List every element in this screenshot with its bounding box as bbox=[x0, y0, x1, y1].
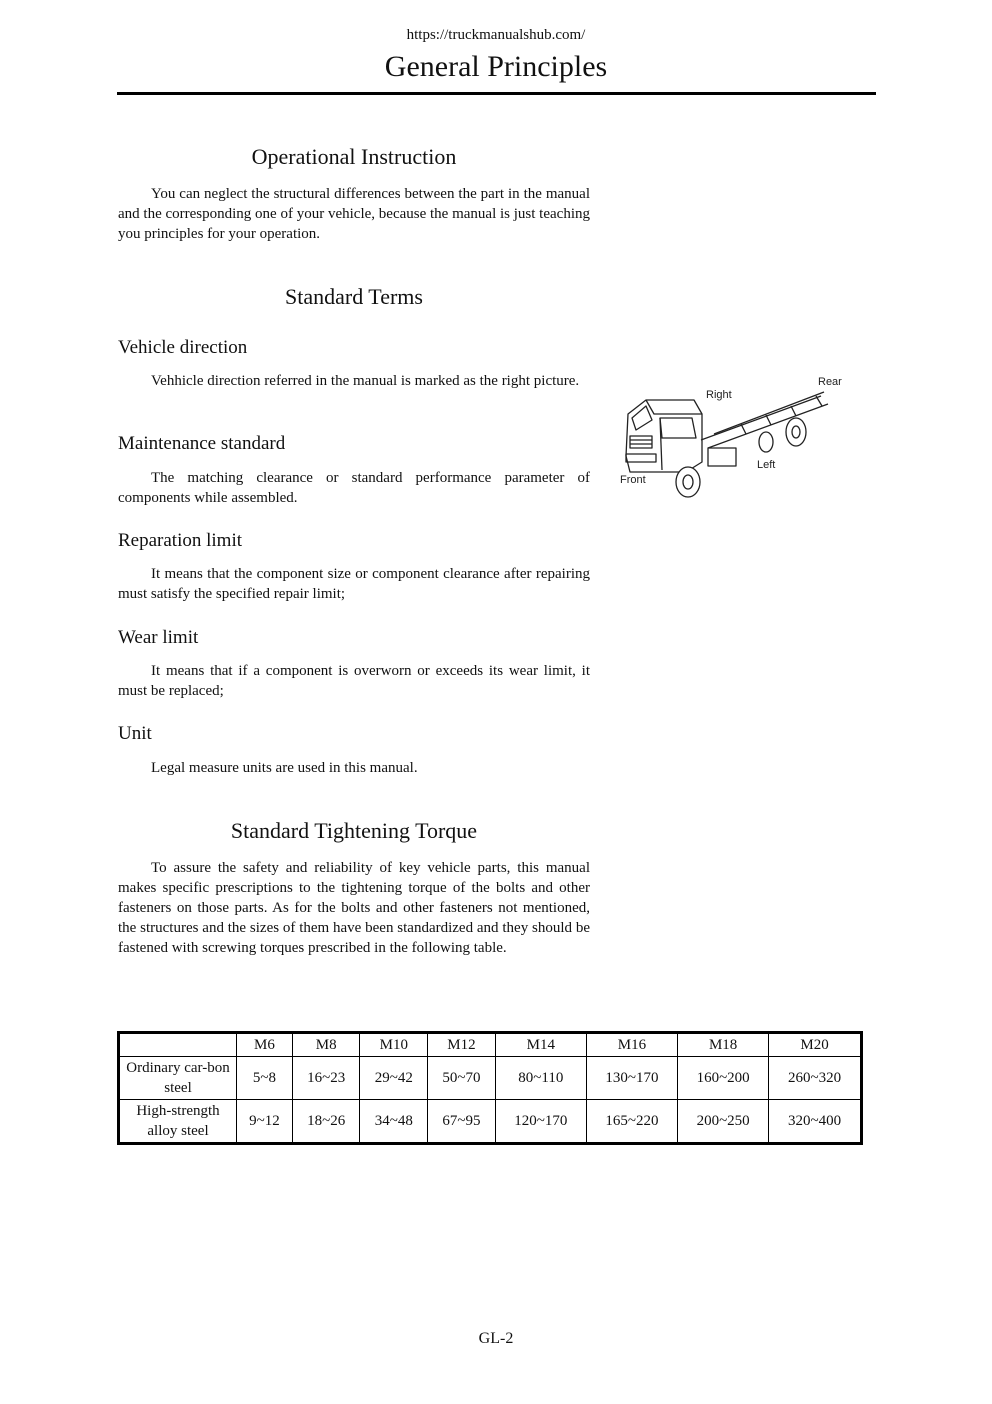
label-right: Right bbox=[706, 389, 732, 401]
term-title-wear-limit: Wear limit bbox=[118, 627, 199, 648]
column-header: M6 bbox=[237, 1033, 293, 1057]
table-cell: 160~200 bbox=[678, 1057, 769, 1100]
rear-wheel-far bbox=[759, 432, 773, 452]
table-cell: 16~23 bbox=[292, 1057, 360, 1100]
table-cell: 67~95 bbox=[428, 1100, 496, 1144]
torque-heading: Standard Tightening Torque bbox=[230, 818, 478, 843]
table-cell: 130~170 bbox=[586, 1057, 677, 1100]
page-number: GL-2 bbox=[478, 1330, 514, 1347]
table-header-row bbox=[119, 1033, 862, 1057]
column-header: M18 bbox=[678, 1033, 769, 1057]
cab-windshield bbox=[632, 406, 652, 430]
torque-table bbox=[117, 1031, 863, 1145]
crossmember bbox=[741, 424, 746, 434]
operational-text: You can neglect the structural differences between the part in the manual and the corresponding one of your vehicle, because the manual is just teaching you principles for your operation. bbox=[118, 186, 590, 242]
crossmember bbox=[791, 406, 796, 416]
term-title-unit: Unit bbox=[118, 723, 152, 744]
column-header: M20 bbox=[769, 1033, 862, 1057]
table-cell: 34~48 bbox=[360, 1100, 428, 1144]
table-cell: 200~250 bbox=[678, 1100, 769, 1144]
row-label-ordinary-carbon-steel: Ordinary car-bon steel bbox=[119, 1057, 237, 1100]
term-text-wear-limit: It means that if a component is overworn or exceeds its wear limit, it must be replaced; bbox=[118, 663, 590, 699]
title-divider bbox=[117, 92, 876, 95]
table-row bbox=[119, 1057, 862, 1100]
column-header: M14 bbox=[495, 1033, 586, 1057]
standard-terms-heading: Standard Terms bbox=[285, 284, 423, 309]
table-cell: 18~26 bbox=[292, 1100, 360, 1144]
table-corner-cell bbox=[119, 1033, 237, 1057]
column-header: M12 bbox=[428, 1033, 496, 1057]
operational-heading: Operational Instruction bbox=[251, 144, 457, 169]
table-cell: 320~400 bbox=[769, 1100, 862, 1144]
cab-roof-edge bbox=[646, 400, 702, 414]
label-rear: Rear bbox=[818, 376, 842, 388]
table-cell: 50~70 bbox=[428, 1057, 496, 1100]
label-front: Front bbox=[620, 474, 646, 486]
term-title-vehicle-direction: Vehicle direction bbox=[118, 337, 248, 358]
table-cell: 5~8 bbox=[237, 1057, 293, 1100]
cab-door-window bbox=[660, 418, 696, 438]
label-left: Left bbox=[757, 459, 776, 471]
source-url[interactable]: https://truckmanualshub.com/ bbox=[406, 27, 586, 43]
table-cell: 260~320 bbox=[769, 1057, 862, 1100]
table-cell: 29~42 bbox=[360, 1057, 428, 1100]
fuel-tank bbox=[708, 448, 736, 466]
column-header: M8 bbox=[292, 1033, 360, 1057]
table-cell: 120~170 bbox=[495, 1100, 586, 1144]
term-text-vehicle-direction: Vehhicle direction referred in the manual is marked as the right picture. bbox=[151, 373, 580, 389]
vehicle-direction-figure bbox=[616, 370, 848, 506]
table-cell: 9~12 bbox=[237, 1100, 293, 1144]
table-row bbox=[119, 1100, 862, 1144]
column-header: M10 bbox=[360, 1033, 428, 1057]
frame-rail-left bbox=[701, 396, 821, 440]
row-label-high-strength-alloy-steel: High-strength alloy steel bbox=[119, 1100, 237, 1144]
cab-grille bbox=[630, 436, 652, 448]
crossmember bbox=[816, 396, 822, 406]
term-text-reparation-limit: It means that the component size or component clearance after repairing must satisfy the specified repair limit; bbox=[118, 566, 590, 602]
page-title: General Principles bbox=[384, 50, 608, 83]
rear-wheel bbox=[786, 418, 806, 446]
frame-rail-right bbox=[708, 404, 828, 448]
term-title-reparation-limit: Reparation limit bbox=[118, 530, 243, 551]
torque-text: To assure the safety and reliability of key vehicle parts, this manual makes specific prescriptions to the tightening torque of the bolts and other fasteners on those parts. As for the bolts and other fasteners not mentioned, the structures and the sizes of them have been standardized and they should be fastened with screwing torques prescribed in the following table. bbox=[118, 860, 590, 956]
term-text-unit: Legal measure units are used in this manual. bbox=[151, 760, 418, 776]
front-bumper bbox=[626, 454, 656, 462]
crossmember bbox=[766, 415, 771, 425]
column-header: M16 bbox=[586, 1033, 677, 1057]
rear-hub bbox=[792, 426, 800, 438]
term-text-maintenance-standard: The matching clearance or standard performance parameter of components while assembled. bbox=[118, 470, 590, 506]
term-title-maintenance-standard: Maintenance standard bbox=[118, 433, 286, 454]
table-cell: 165~220 bbox=[586, 1100, 677, 1144]
front-wheel bbox=[676, 467, 700, 497]
table-cell: 80~110 bbox=[495, 1057, 586, 1100]
